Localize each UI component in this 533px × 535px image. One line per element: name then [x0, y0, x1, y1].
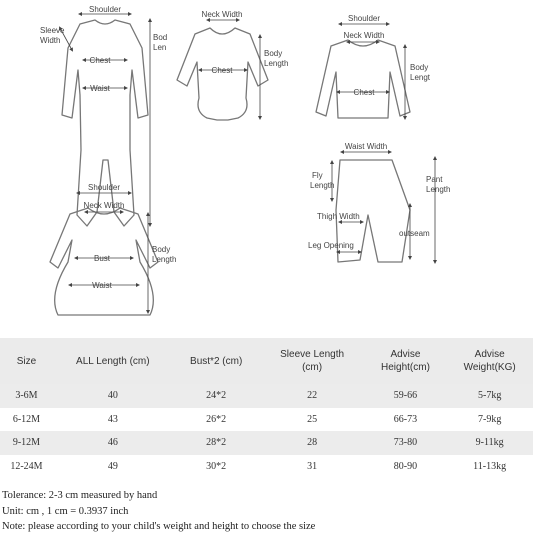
cell-advise-height: 66-73: [393, 413, 418, 425]
cell-bust: 30*2: [206, 460, 227, 472]
table-row: [0, 408, 533, 432]
bodysuit-chest-label: Chest: [211, 66, 233, 75]
romper-waist-label: Waist: [90, 84, 110, 93]
romper-sleeve-label-2: Width: [40, 36, 61, 45]
cell-advise-weight: 5-7kg: [477, 390, 502, 402]
cell-size: 9-12M: [12, 437, 41, 449]
cell-advise-weight: 9-11kg: [475, 437, 504, 449]
bodysuit-diagram: [177, 10, 288, 120]
bodysuit-neck-width-label: Neck Width: [201, 10, 243, 19]
table-header-row: [0, 338, 533, 384]
dress-body-length-label-1: Body: [152, 245, 171, 254]
pants-leg-opening-label: Leg Opening: [308, 241, 354, 250]
top-diagram: [316, 14, 431, 118]
cell-all-length: 43: [107, 413, 118, 425]
cell-advise-height: 73-80: [393, 437, 418, 449]
top-outline: [316, 40, 410, 118]
dress-bust-label: Bust: [93, 254, 111, 263]
cell-all-length: 40: [107, 390, 118, 402]
header-size: Size: [16, 355, 37, 367]
romper-body-length-label-1: Bod: [153, 33, 168, 42]
cell-sleeve-length: 25: [307, 413, 318, 425]
cell-sleeve-length: 22: [307, 390, 318, 402]
romper-body-length-label-2: Len: [153, 43, 167, 52]
romper-chest-label: Chest: [89, 56, 111, 65]
size-chart-table: [0, 338, 533, 478]
pants-pant-length-label-1: Pant: [426, 175, 443, 184]
table-row: [0, 384, 533, 408]
header-advise-height: Advise Height(cm): [381, 349, 430, 373]
tolerance-note: Tolerance: 2-3 cm measured by hand: [2, 490, 158, 501]
cell-size: 3-6M: [15, 390, 38, 402]
pants-pant-length-label-2: Length: [426, 185, 451, 194]
header-all-length: ALL Length (cm): [76, 355, 150, 367]
dress-body-length-label-2: Length: [152, 255, 177, 264]
romper-outline: [62, 20, 148, 226]
pants-fly-length-label-1: Fly: [312, 171, 323, 180]
romper-shoulder-label: Shoulder: [88, 5, 122, 14]
cell-advise-height: 59-66: [393, 390, 418, 402]
cell-all-length: 49: [107, 460, 118, 472]
header-sleeve-length: Sleeve Length (cm): [280, 349, 345, 373]
romper-sleeve-label-1: Sleeve: [40, 26, 65, 35]
cell-advise-height: 80-90: [393, 460, 418, 472]
pants-outseam-label: outseam: [399, 229, 430, 238]
top-shoulder-label: Shoulder: [347, 14, 381, 23]
bodysuit-body-length-label-2: Length: [264, 59, 289, 68]
cell-bust: 28*2: [206, 437, 227, 449]
pants-fly-length-label-2: Length: [310, 181, 335, 190]
cell-all-length: 46: [107, 437, 118, 449]
dress-neck-width-label: Neck Width: [83, 201, 125, 210]
cell-bust: 26*2: [206, 413, 227, 425]
pants-waist-width-label: Waist Width: [344, 142, 388, 151]
cell-advise-weight: 11-13kg: [473, 460, 507, 472]
top-chest-label: Chest: [353, 88, 375, 97]
pants-diagram: [308, 142, 450, 262]
cell-bust: 24*2: [206, 390, 227, 402]
size-notes: [2, 488, 315, 535]
top-body-length-label-1: Body: [410, 63, 429, 72]
cell-sleeve-length: 31: [307, 460, 318, 472]
bodysuit-body-length-label-1: Body: [264, 49, 283, 58]
size-choice-note: Note: please according to your child's weight and height to choose the size: [2, 521, 316, 532]
pants-thigh-width-label: Thigh Width: [317, 212, 360, 221]
header-advise-weight: Advise Weight(KG): [463, 349, 516, 373]
cell-size: 12-24M: [10, 460, 43, 472]
table-row: [0, 455, 533, 479]
cell-size: 6-12M: [12, 413, 41, 425]
header-bust: Bust*2 (cm): [190, 355, 243, 367]
top-body-length-label-2: Lengt: [410, 73, 431, 82]
dress-waist-label: Waist: [92, 281, 112, 290]
unit-note: Unit: cm , 1 cm = 0.3937 inch: [2, 505, 129, 517]
dress-shoulder-label: Shoulder: [87, 183, 121, 192]
table-row: [0, 431, 533, 455]
top-neck-width-label: Neck Width: [343, 31, 385, 40]
dress-diagram: [50, 183, 176, 315]
cell-advise-weight: 7-9kg: [477, 413, 502, 425]
cell-sleeve-length: 28: [307, 437, 318, 449]
